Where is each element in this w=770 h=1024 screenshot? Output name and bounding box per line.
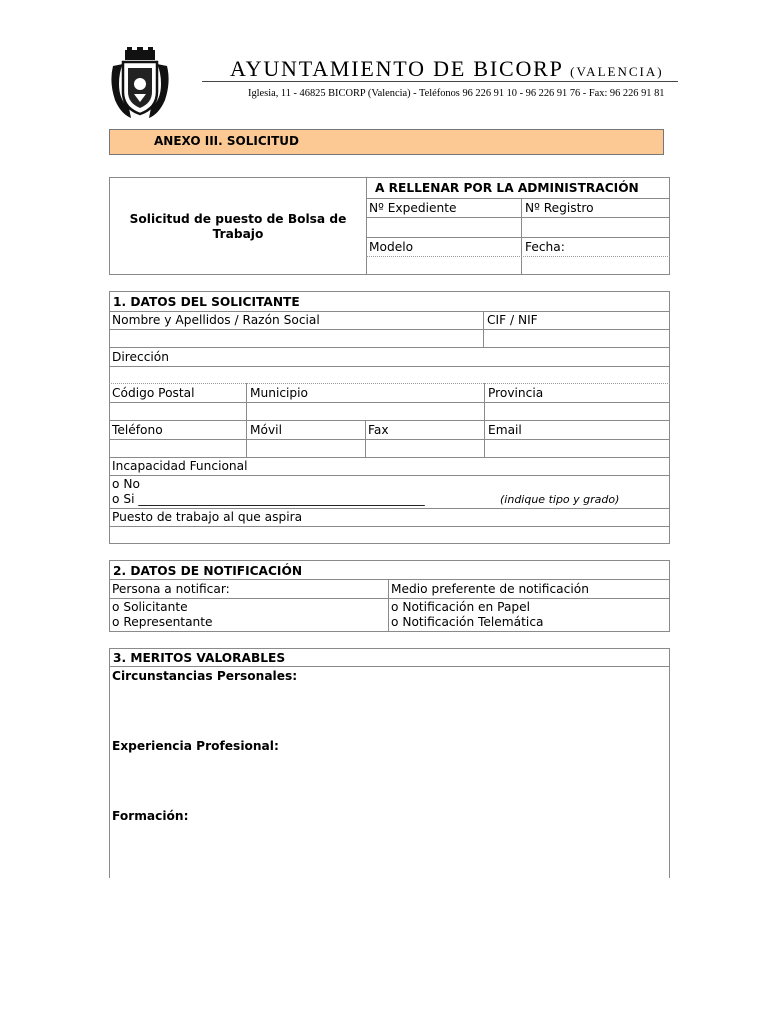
nombre-field[interactable] <box>110 330 482 347</box>
municipality-title <box>230 56 664 82</box>
s2-line-2 <box>109 598 670 599</box>
section-1-title: 1. DATOS DEL SOLICITANTE <box>113 295 300 309</box>
puesto-label: Puesto de trabajo al que aspira <box>112 510 303 524</box>
nombre-label: Nombre y Apellidos / Razón Social <box>112 313 320 327</box>
telefono-label: Teléfono <box>112 423 163 437</box>
provincia-field[interactable] <box>485 403 669 420</box>
fax-field[interactable] <box>366 440 483 457</box>
annex-title: ANEXO III. SOLICITUD <box>109 129 664 155</box>
municipal-crest-icon <box>105 46 175 120</box>
telematica-option[interactable]: o Notificación Telemática <box>391 615 544 629</box>
telefono-field[interactable] <box>110 440 245 457</box>
solicitante-option[interactable]: o Solicitante <box>112 600 188 614</box>
s1-line-10 <box>109 475 670 476</box>
s2-vline <box>388 579 389 632</box>
municipio-label: Municipio <box>250 386 309 400</box>
fecha-field[interactable] <box>522 257 670 274</box>
movil-field[interactable] <box>247 440 364 457</box>
incapacidad-si-option[interactable]: o Si _______________________________________________ <box>112 492 425 506</box>
municipio-field[interactable] <box>247 403 483 420</box>
formacion-field[interactable] <box>110 826 669 876</box>
cp-label: Código Postal <box>112 386 195 400</box>
section-3-title: 3. MERITOS VALORABLES <box>113 651 286 665</box>
indique-note: (indique tipo y grado) <box>500 493 620 506</box>
admin-line-3 <box>366 237 670 238</box>
direccion-field[interactable] <box>110 367 669 383</box>
s1-line-9 <box>109 457 670 458</box>
s1-line-5 <box>109 383 670 384</box>
email-field[interactable] <box>485 440 669 457</box>
cp-field[interactable] <box>110 403 245 420</box>
modelo-label: Modelo <box>369 240 414 254</box>
persona-label: Persona a notificar: <box>112 582 230 596</box>
email-label: Email <box>488 423 522 437</box>
s2-line-1 <box>109 579 670 580</box>
provincia-label: Provincia <box>488 386 544 400</box>
papel-option[interactable]: o Notificación en Papel <box>391 600 531 614</box>
admin-line-1 <box>366 198 670 199</box>
title-text: AYUNTAMIENTO DE BICORP <box>230 56 563 81</box>
modelo-field[interactable] <box>366 257 521 274</box>
direccion-label: Dirección <box>112 350 169 364</box>
province-text: (VALENCIA) <box>570 64 664 79</box>
medio-label: Medio preferente de notificación <box>391 582 589 596</box>
puesto-field[interactable] <box>110 527 669 543</box>
admin-title: A RELLENAR POR LA ADMINISTRACIÓN <box>375 181 639 195</box>
request-title: Solicitud de puesto de Bolsa de Trabajo <box>129 212 347 241</box>
incapacidad-no-option[interactable]: o No <box>112 477 140 491</box>
expediente-label: Nº Expediente <box>369 201 457 215</box>
fax-label: Fax <box>368 423 389 437</box>
experiencia-label: Experiencia Profesional: <box>112 739 279 753</box>
formacion-label: Formación: <box>112 809 189 823</box>
incapacidad-label: Incapacidad Funcional <box>112 459 248 473</box>
s1-line-1 <box>109 311 670 312</box>
section-2-title: 2. DATOS DE NOTIFICACIÓN <box>113 564 303 578</box>
s3-line-1 <box>109 666 670 667</box>
registro-field[interactable] <box>522 217 670 237</box>
fecha-label: Fecha: <box>525 240 565 254</box>
address-line: Iglesia, 11 - 46825 BICORP (Valencia) - Teléfonos 96 226 91 10 - 96 226 91 76 - Fax: 96 226 91 81 <box>248 88 665 99</box>
movil-label: Móvil <box>250 423 282 437</box>
s1-line-11 <box>109 508 670 509</box>
s1-line-3 <box>109 347 670 348</box>
cif-field[interactable] <box>484 330 669 347</box>
header-divider <box>202 81 678 82</box>
registro-label: Nº Registro <box>525 201 594 215</box>
experiencia-field[interactable] <box>110 756 669 806</box>
expediente-field[interactable] <box>366 217 521 237</box>
s1-line-7 <box>109 420 670 421</box>
representante-option[interactable]: o Representante <box>112 615 213 629</box>
cif-label: CIF / NIF <box>487 313 538 327</box>
circunstancias-label: Circunstancias Personales: <box>112 669 298 683</box>
circunstancias-field[interactable] <box>110 686 669 736</box>
